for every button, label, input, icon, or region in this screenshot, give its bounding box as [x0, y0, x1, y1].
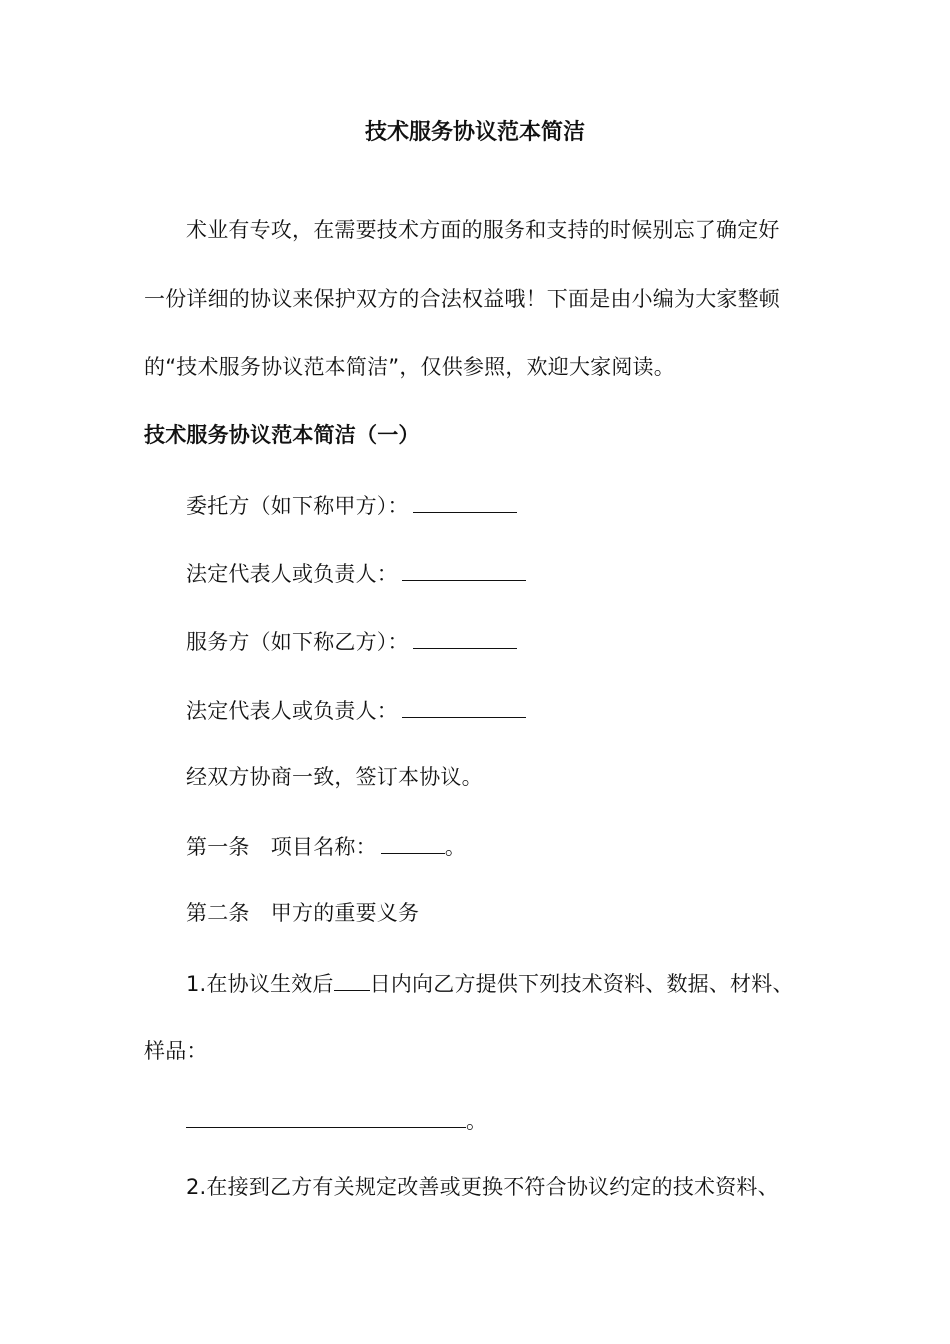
client-blank: [413, 490, 517, 513]
agreement-statement: 经双方协商一致，签订本协议。: [186, 765, 483, 789]
client-label: 委托方（如下称甲方）：: [186, 494, 409, 518]
client-representative-label: 法定代表人或负责人：: [186, 562, 398, 586]
provider-representative-field: [186, 695, 526, 725]
provider-representative-label: 法定代表人或负责人：: [186, 699, 398, 723]
article-2-heading: 第二条 甲方的重要义务: [186, 901, 420, 925]
intro-paragraph-line-3: 的“技术服务协议范本简洁”，仅供参照，欢迎大家阅读。: [144, 355, 675, 379]
article-1: [186, 831, 466, 861]
days-blank: [334, 968, 370, 991]
project-name-blank: [381, 831, 445, 854]
provider-representative-blank: [402, 695, 526, 718]
intro-paragraph-line-1: 术业有专攻，在需要技术方面的服务和支持的时候别忘了确定好: [186, 218, 780, 242]
item-1-line-3: [186, 1105, 487, 1135]
article-1-end: 。: [444, 835, 467, 859]
item-2-line-1: 2.在接到乙方有关规定改善或更换不符合协议约定的技术资料、: [186, 1175, 779, 1199]
client-representative-field: [186, 558, 526, 588]
provider-label: 服务方（如下称乙方）：: [186, 630, 409, 654]
item-1-line-2: 样品：: [144, 1039, 208, 1063]
provider-field: [186, 626, 517, 656]
section-heading: 技术服务协议范本简洁（一）: [144, 423, 420, 447]
item-1-line-1: [186, 968, 794, 998]
provider-blank: [413, 626, 517, 649]
article-1-label: 第一条 项目名称：: [186, 835, 377, 859]
intro-paragraph-line-2: 一份详细的协议来保护双方的合法权益哦！下面是由小编为大家整顿: [144, 287, 780, 311]
item-1-blank-end: 。: [466, 1109, 488, 1133]
item-1-prefix: 1.在协议生效后: [186, 972, 334, 996]
item-1-suffix: 日内向乙方提供下列技术资料、数据、材料、: [369, 972, 794, 996]
document-title: 技术服务协议范本简洁: [364, 120, 585, 145]
materials-blank: [186, 1105, 466, 1128]
client-field: [186, 490, 517, 520]
client-representative-blank: [402, 558, 526, 581]
